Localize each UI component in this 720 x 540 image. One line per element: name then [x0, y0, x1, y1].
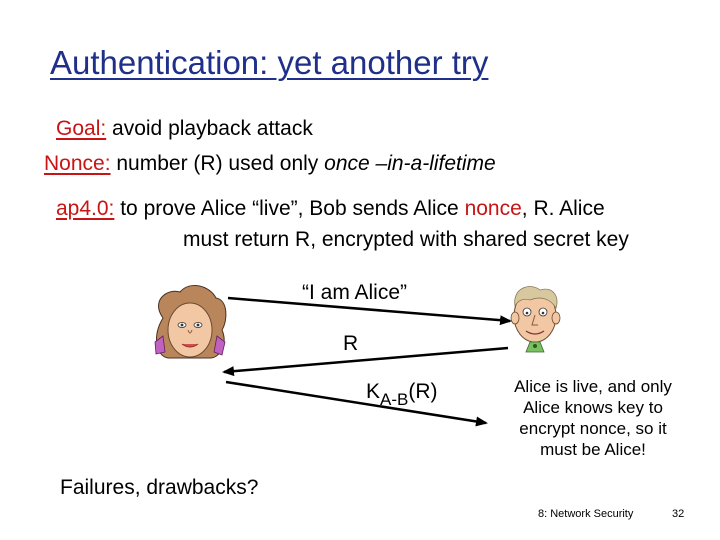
goal-text: avoid playback attack — [106, 117, 313, 140]
nonce-term: Nonce: — [44, 152, 111, 175]
key-k: K — [366, 380, 381, 403]
message-encrypted-r — [366, 380, 438, 409]
nonce-italic: once –in-a-lifetime — [324, 152, 496, 175]
arrow-alice-to-bob-2 — [226, 382, 486, 423]
nonce-text: number (R) used only — [110, 152, 325, 175]
ap40-text1: to prove Alice “live”, Bob sends Alice — [114, 197, 465, 220]
alice-figure — [155, 285, 226, 358]
arrow-bob-to-alice — [224, 348, 508, 372]
ap40-text2: , R. Alice — [521, 197, 605, 220]
footer-course: 8: Network Security — [538, 508, 634, 520]
conclusion-note: Alice is live, and only Alice knows key to encrypt nonce, so it must be Alice! — [514, 377, 672, 459]
ap40-nonce-word: nonce — [464, 197, 522, 220]
slide-title: Authentication: yet another try — [50, 44, 489, 81]
bob-figure — [511, 287, 560, 352]
message-i-am-alice: “I am Alice” — [302, 281, 408, 304]
key-subscript: A-B — [380, 390, 409, 409]
question-text: Failures, drawbacks? — [60, 476, 259, 499]
encrypted-r: (R) — [408, 380, 438, 403]
ap40-line2: must return R, encrypted with shared secret key — [183, 228, 629, 251]
message-nonce-r: R — [343, 332, 359, 355]
footer-page-number: 32 — [672, 508, 685, 520]
ap40-term: ap4.0: — [56, 197, 115, 220]
goal-term: Goal: — [56, 117, 107, 140]
